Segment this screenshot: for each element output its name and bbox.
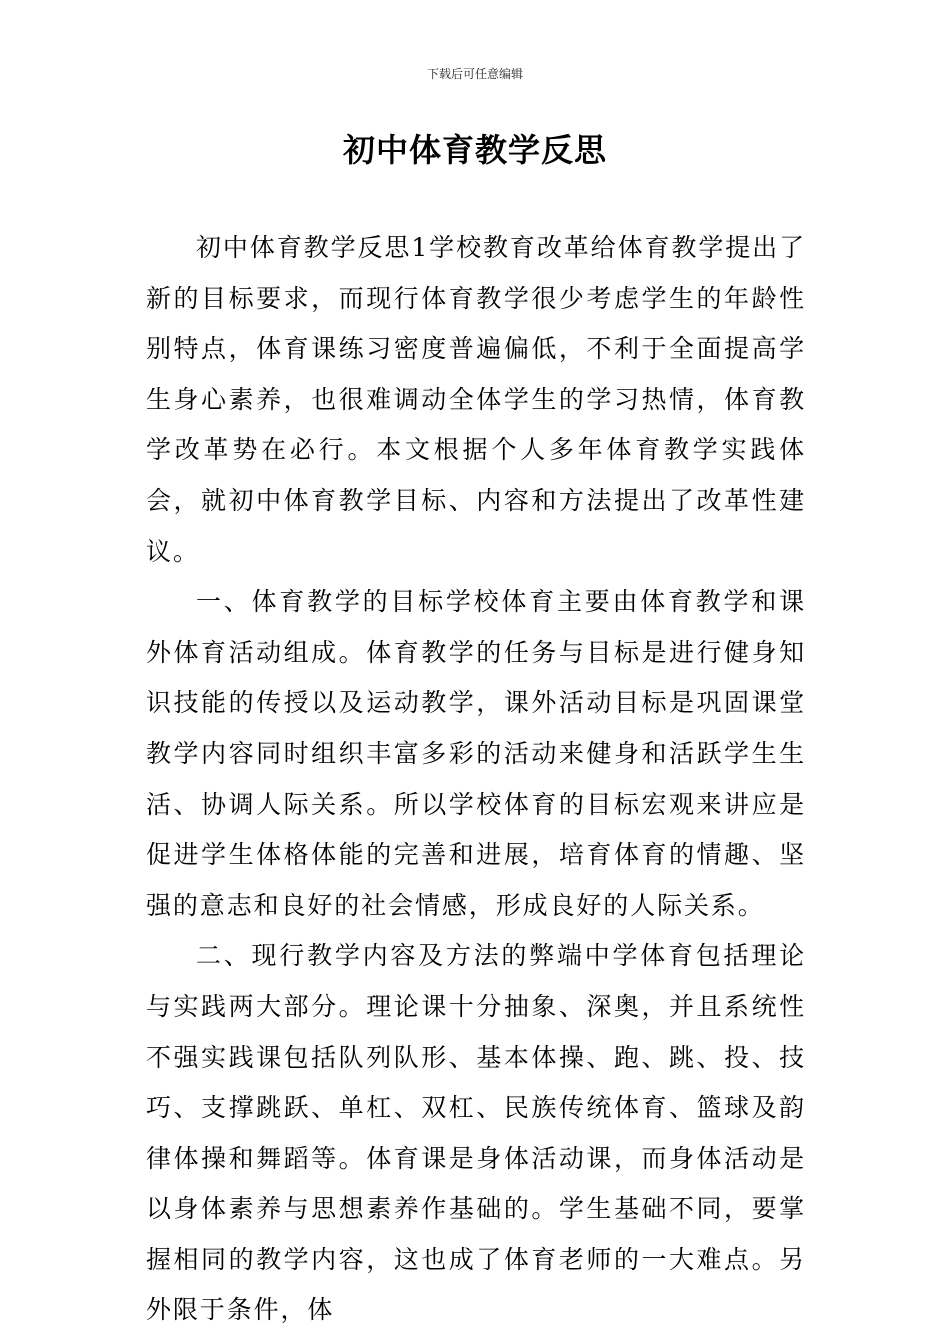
paragraph-3: 二、现行教学内容及方法的弊端中学体育包括理论与实践两大部分。理论课十分抽象、深奥，并且系统性不强实践课包括队列队形、基本体操、跑、跳、投、技巧、支撑跳跃、单杠、双杠、民族传统体育、篮球及韵律体操和舞蹈等。体育课是身体活动课，而身体活动是以身体素养与思想素养作基础的。学生基础不同，要掌握相同的教学内容，这也成了体育老师的一大难点。另外限于条件，体 [146, 941, 806, 1325]
paragraph-2: 一、体育教学的目标学校体育主要由体育教学和课外体育活动组成。体育教学的任务与目标是进行健身知识技能的传授以及运动教学，课外活动目标是巩固课堂教学内容同时组织丰富多彩的活动来健身和活跃学生生活、协调人际关系。所以学校体育的目标宏观来讲应是促进学生体格体能的完善和进展，培育体育的情趣、坚强的意志和良好的社会情感，形成良好的人际关系。 [146, 587, 806, 920]
paragraph-1: 初中体育教学反思1学校教育改革给体育教学提出了新的目标要求，而现行体育教学很少考虑学生的年龄性别特点，体育课练习密度普遍偏低，不利于全面提高学生身心素养，也很难调动全体学生的学习热情，体育教学改革势在必行。本文根据个人多年体育教学实践体会，就初中体育教学目标、内容和方法提出了改革性建议。 [146, 233, 806, 566]
document-title: 初中体育教学反思 [342, 131, 607, 169]
header-note: 下载后可任意编辑 [426, 67, 523, 81]
document-body [146, 223, 806, 1336]
